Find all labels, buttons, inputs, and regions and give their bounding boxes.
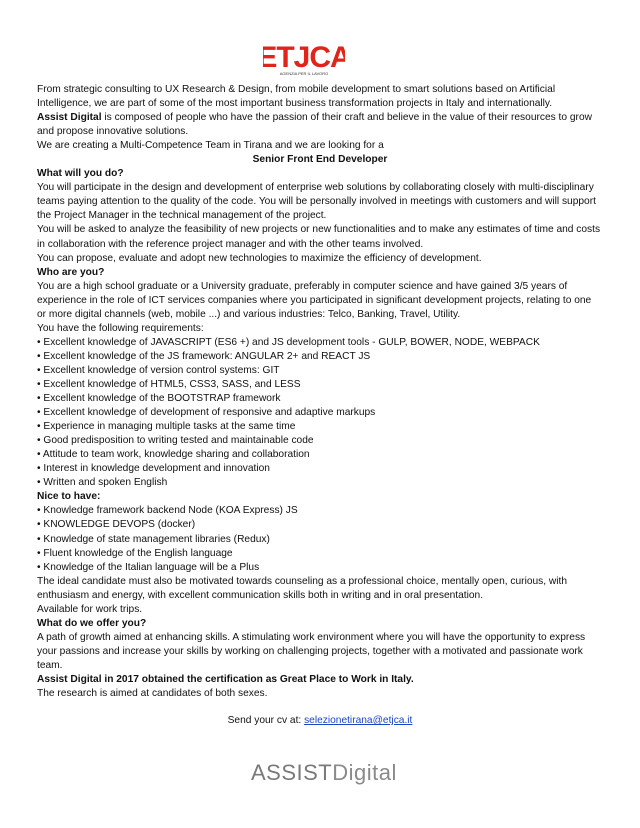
list-item: • Experience in managing multiple tasks at the same time [37, 420, 603, 434]
assist-digital-logo [251, 760, 397, 786]
what-paragraph-1: You will participate in the design and development of enterprise web solutions by collaborating closely with multi-disciplinary teams paying attention to the quality of the code. You will be personally involved in meetings with customers and will support the Project Manager in the technical management of the project. [37, 182, 596, 222]
nice-paragraph-1: The ideal candidate must also be motivated towards counseling as a professional choice, mentally open, curious, with enthusiasm and energy, with excellent communication skills both in writing and in oral presentation. [37, 575, 568, 601]
offer-heading: What do we offer you? [37, 617, 147, 629]
who-paragraph-2: You have the following requirements: [37, 322, 204, 334]
who-paragraph-1: You are a high school graduate or a University graduate, preferably in computer science and have gained 3/5 years of experience in the role of ICT services companies where you participated in significant development projects, relating to one or more digital channels (web, mobile ...) and various industries: Telco, Banking, Travel, Utility. [37, 280, 592, 320]
nice-heading: Nice to have: [37, 491, 101, 503]
what-heading: What will you do? [37, 168, 124, 180]
job-description [37, 83, 603, 701]
nice-to-have-list [37, 504, 603, 574]
company-text: is composed of people who have the passion of their craft and believe in the value of their resources to grow and propose innovative solutions. [37, 112, 592, 138]
nice-paragraph-2: Available for work trips. [37, 603, 143, 615]
certification-text: Assist Digital in 2017 obtained the certification as Great Place to Work in Italy. [37, 673, 414, 685]
what-paragraph-3: You can propose, evaluate and adopt new technologies to maximize the efficiency of development. [37, 252, 482, 264]
list-item: • Written and spoken English [37, 476, 603, 490]
company-name: Assist Digital [37, 112, 102, 124]
list-item: • KNOWLEDGE DEVOPS (docker) [37, 518, 603, 532]
list-item: • Good predisposition to writing tested and maintainable code [37, 434, 603, 448]
list-item: • Knowledge of the Italian language will be a Plus [37, 561, 603, 575]
list-item: • Excellent knowledge of the JS framework: ANGULAR 2+ and REACT JS [37, 350, 603, 364]
list-item: • Excellent knowledge of HTML5, CSS3, SASS, and LESS [37, 378, 603, 392]
list-item: • Interest in knowledge development and innovation [37, 462, 603, 476]
etjca-logo [263, 38, 345, 78]
etjca-logo-tagline: AGENZIA PER IL LAVORO [279, 71, 329, 76]
role-title: Senior Front End Developer [252, 154, 388, 166]
team-paragraph: We are creating a Multi-Competence Team in Tirana and we are looking for a [37, 140, 384, 152]
offer-paragraph-1: A path of growth aimed at enhancing skills. A stimulating work environment where you will have the opportunity to express your passions and increase your skills by working on challenging projects, together with a motivated and passionate work team. [37, 631, 586, 671]
etjca-logo-text: ETJCA [263, 41, 345, 74]
offer-paragraph-2: The research is aimed at candidates of both sexes. [37, 688, 268, 700]
send-cv-label: Send your cv at: [227, 715, 305, 726]
list-item: • Attitude to team work, knowledge sharing and collaboration [37, 448, 603, 462]
requirements-list [37, 336, 603, 491]
list-item: • Fluent knowledge of the English language [37, 547, 603, 561]
what-paragraph-2: You will be asked to analyze the feasibility of new projects or new functionalities and to make any estimates of time and costs in collaboration with the reference project manager and with the other teams involved. [37, 224, 601, 250]
email-link[interactable]: selezionetirana@etjca.it [304, 715, 413, 726]
list-item: • Excellent knowledge of JAVASCRIPT (ES6 +) and JS development tools - GULP, BOWER, NODE, WEBPACK [37, 336, 603, 350]
intro-paragraph: From strategic consulting to UX Research & Design, from mobile development to smart solutions based on Artificial Intelligence, we are part of some of the most important business transformation projects in Italy and internationally. [37, 84, 556, 110]
list-item: • Excellent knowledge of the BOOTSTRAP framework [37, 392, 603, 406]
who-heading: Who are you? [37, 266, 105, 278]
list-item: • Knowledge framework backend Node (KOA Express) JS [37, 504, 603, 518]
list-item: • Excellent knowledge of development of responsive and adaptive markups [37, 406, 603, 420]
assist-logo-part2: Digital [332, 760, 397, 785]
list-item: • Excellent knowledge of version control systems: GIT [37, 364, 603, 378]
assist-logo-part1: ASSIST [251, 760, 333, 785]
send-cv-line [0, 715, 640, 726]
list-item: • Knowledge of state management libraries (Redux) [37, 533, 603, 547]
company-paragraph [37, 111, 603, 139]
